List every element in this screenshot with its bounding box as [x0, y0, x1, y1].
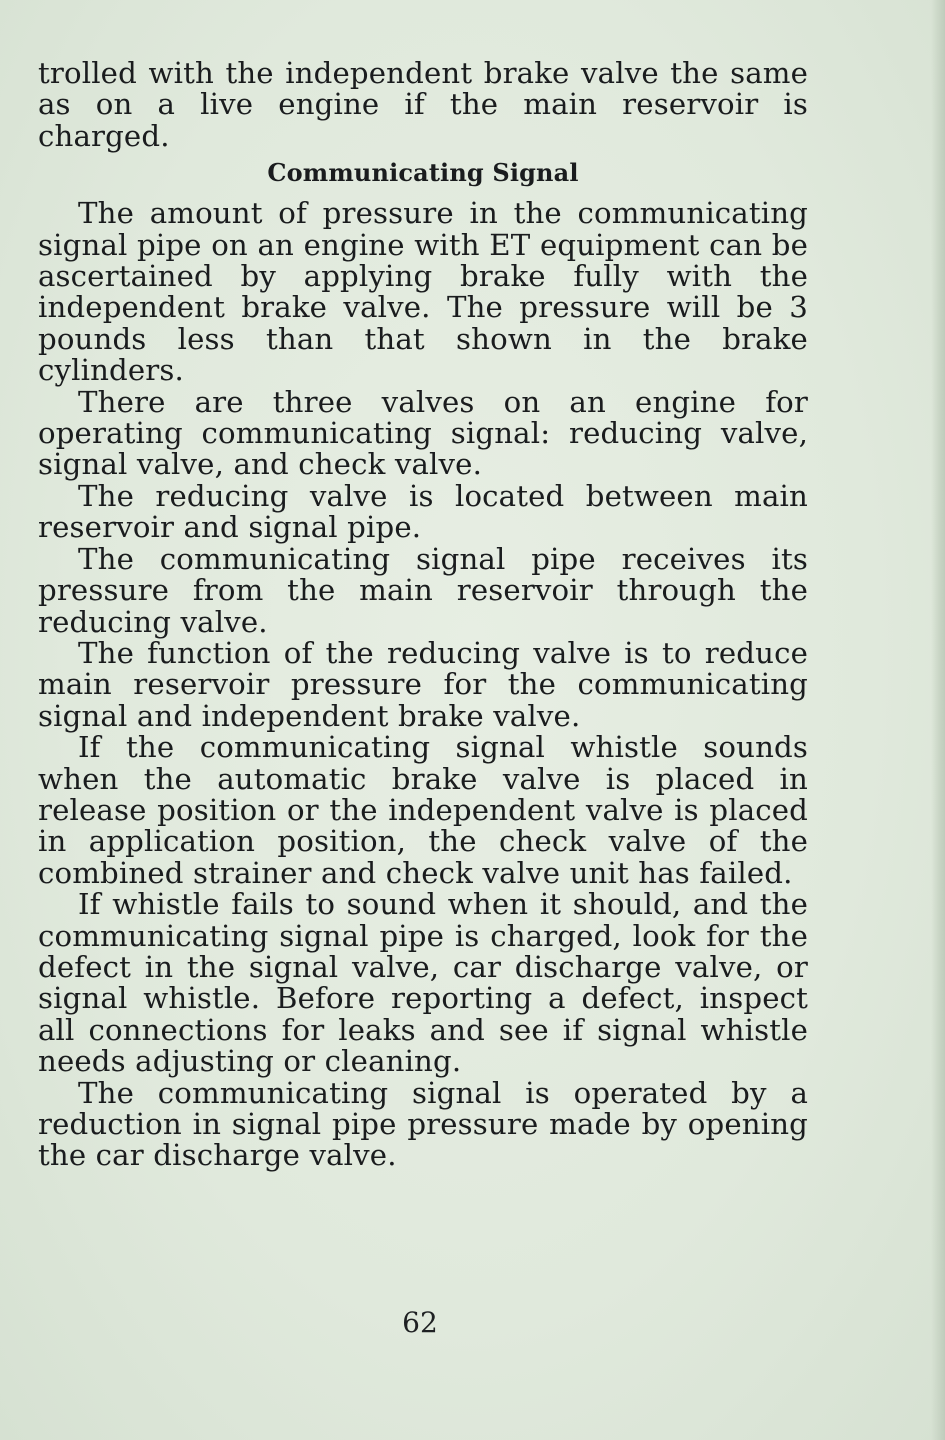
paragraph-reducing-valve-location: The reducing valve is located between main reservoir and signal pipe.	[38, 478, 808, 545]
continuation-paragraph: trolled with the independent brake valve the same as on a live engine if the main reservoir is charged.	[38, 56, 808, 153]
paragraph-reducing-valve-function: The function of the reducing valve is to reduce main reservoir pressure for the communicating signal and independent brake valve.	[38, 635, 808, 733]
page-number: 62	[402, 1306, 438, 1339]
paragraph-three-valves: There are three valves on an engine for operating communicating signal: reducing valve, signal valve, and check valve.	[38, 384, 808, 482]
paragraph-signal-pipe-pressure: The communicating signal pipe receives its pressure from the main reservoir through the reducing valve.	[38, 541, 808, 639]
paragraph-pressure-amount: The amount of pressure in the communicating signal pipe on an engine with ET equipment can be ascertained by applying brake fully with the independent brake valve. The pressure will be 3 pounds less than that shown in the brake cylinders.	[38, 196, 808, 388]
section-heading: Communicating Signal	[267, 158, 579, 188]
paragraph-whistle-fails: If whistle fails to sound when it should, and the communicating signal pipe is charged, look for the defect in the signal valve, car discharge valve, or signal whistle. Before reporting a defect, inspect all connections for leaks and see if signal whistle needs adjusting or cleaning.	[38, 887, 808, 1079]
paragraph-signal-operation: The communicating signal is operated by a reduction in signal pipe pressure made by opening the car discharge valve.	[38, 1075, 808, 1173]
page-edge-shadow	[931, 0, 945, 1440]
page-text	[38, 58, 808, 1172]
paragraph-whistle-sounds: If the communicating signal whistle sounds when the automatic brake valve is placed in release position or the independent valve is placed in application position, the check valve of the combined strainer and check valve unit has failed.	[38, 730, 808, 890]
